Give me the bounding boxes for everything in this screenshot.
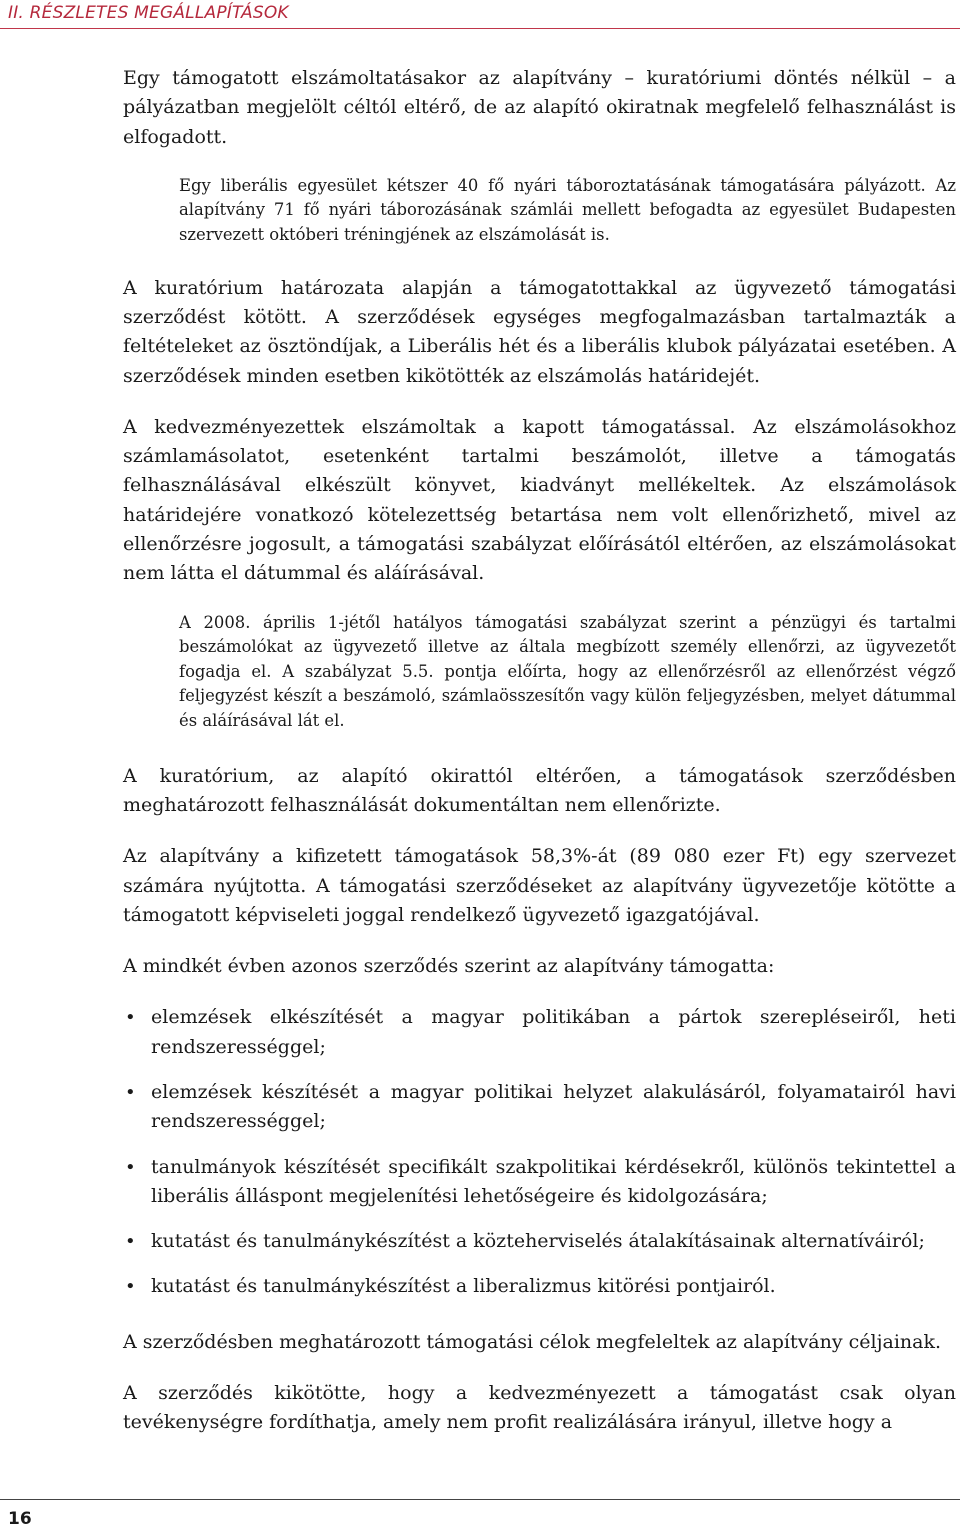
chapter-title: II. RÉSZLETES MEGÁLLAPÍTÁSOK — [8, 3, 289, 23]
box-paragraph: Egy liberális egyesület kétszer 40 fő nyári táboroztatásának támogatására pályázott. Az alapítvány 71 fő nyári táborozásának számlái mellett befogadta az egyesület Budapesten szervezett októberi tréningjének az elszámolását is. — [179, 175, 956, 245]
header-rule — [0, 28, 960, 29]
list-item: • elemzések elkészítését a magyar politikában a pártok szerepléseiről, heti rendszerességgel; — [123, 1003, 956, 1062]
paragraph: Az alapítvány a kifizetett támogatások 58,3%-át (89 080 ezer Ft) egy szervezet számára nyújtotta. A támogatási szerződéseket az alapítvány ügyvezetője kötötte a támogatott képviseleti joggal rendelkező ügyvezető igazgatójával. — [123, 845, 956, 926]
paragraph: A kuratórium határozata alapján a támogatottakkal az ügyvezető támogatási szerződést kötött. A szerződések egységes megfogalmazásban tartalmazták a feltételeket az ösztöndíjak, a Liberális hét és a liberális klubok pályázatai esetében. A szerződések minden esetben kikötötték az elszámolás határidejét. — [123, 276, 956, 387]
paragraph: Egy támogatott elszámoltatásakor az alapítvány – kuratóriumi döntés nélkül – a pályázatban megjelölt céltól eltérő, de az alapító okiratnak megfelelő felhasználást is elfogadott. — [123, 67, 956, 148]
box-paragraph: A 2008. április 1-jétől hatályos támogatási szabályzat szerint a pénzügyi és tartalmi beszámolókat az ügyvezető illetve az általa megbízott személy ellenőrzi, az ügyvezetőt fogadja el. A szabályzat 5.5. pontja előírta, hogy az ellenőrzésről az ellenőrzést végző feljegyzést készít a beszámoló, számlaösszesítőn vagy külön feljegyzésben, melyet dátummal és aláírásával lát el. — [179, 612, 956, 731]
main-content — [123, 64, 956, 1460]
list-item: • elemzések készítését a magyar politikai helyzet alakulásáról, folyamatairól havi rendszerességgel; — [123, 1078, 956, 1137]
paragraph: A kuratórium, az alapító okirattól eltérően, a támogatások szerződésben meghatározott felhasználását dokumentáltan nem ellenőrizte. — [123, 764, 956, 816]
paragraph: A szerződésben meghatározott támogatási célok megfeleltek az alapítvány céljainak. — [123, 1330, 942, 1353]
highlight-box — [179, 611, 956, 734]
page-header — [0, 0, 960, 30]
bullet-list — [123, 1003, 956, 1301]
list-item: • kutatást és tanulmánykészítést a liberalizmus kitörési pontjairól. — [123, 1272, 956, 1301]
highlight-box — [179, 174, 956, 248]
paragraph: A kedvezményezettek elszámoltak a kapott támogatással. Az elszámolásokhoz számlamásolatot, esetenként tartalmi beszámolót, illetve a támogatás felhasználásával elkészült könyvet, kiadványt mellékeltek. Az elszámolások határidejére vonatkozó kötelezettség betartása nem volt ellenőrizhető, mivel az ellenőrzésre jogosult, a támogatási szabályzat előírásától eltérően, az elszámolásokat nem látta el dátummal és aláírásával. — [123, 415, 956, 585]
paragraph: A mindkét évben azonos szerződés szerint az alapítvány támogatta: — [123, 955, 775, 978]
page-number: 16 — [8, 1509, 32, 1529]
list-item: • kutatást és tanulmánykészítést a közteherviselés átalakításainak alternatíváiról; — [123, 1227, 956, 1256]
list-item: • tanulmányok készítését specifikált szakpolitikai kérdésekről, különös tekintettel a liberális álláspont megjelenítési lehetőségeire és kidolgozására; — [123, 1153, 956, 1212]
paragraph: A szerződés kikötötte, hogy a kedvezményezett a támogatást csak olyan tevékenységre fordíthatja, amely nem profit realizálására irányul, illetve hogy a — [123, 1382, 956, 1434]
footer-rule — [0, 1499, 960, 1500]
